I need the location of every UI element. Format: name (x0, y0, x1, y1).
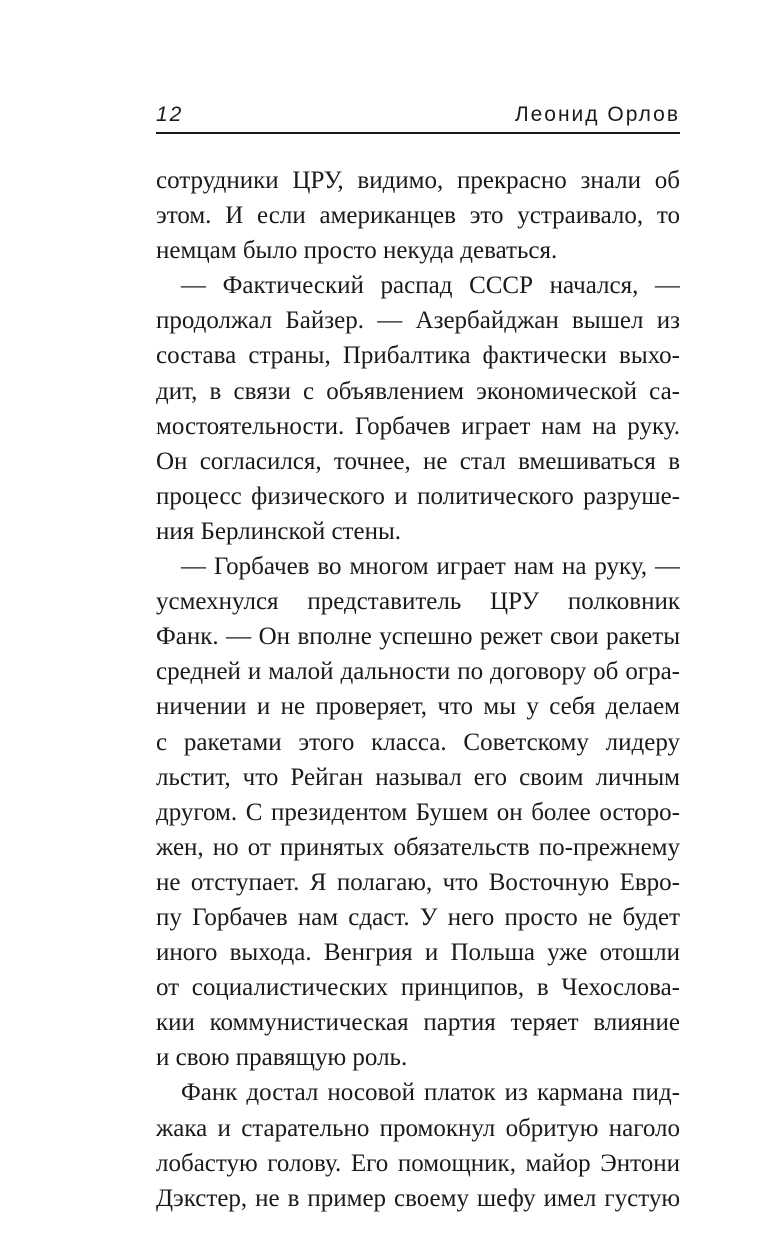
text-line: продолжал Байзер. — Азербайджан вышел из (156, 307, 680, 335)
text-line: — Фактический распад СССР начался, — (181, 272, 680, 300)
text-line: немцам было просто некуда деваться. (156, 237, 558, 265)
text-line: этом. И если американцев это устраивало, то (156, 202, 680, 230)
text-line: состава страны, Прибалтика фактически выхо- (156, 342, 680, 370)
text-line: Дэкстер, не в пример своему шефу имел густую (156, 1184, 680, 1212)
running-head-author: Леонид Орлов (514, 103, 680, 126)
text-line: другом. С президентом Бушем он более осторо- (156, 798, 680, 826)
text-line: дит, в связи с объявлением экономической са- (156, 377, 680, 405)
text-line: кии коммунистическая партия теряет влияние (156, 1009, 680, 1037)
text-line: Он согласился, точнее, не стал вмешиваться в (156, 447, 680, 475)
text-line: от социалистических принципов, в Чехослова- (156, 974, 680, 1002)
text-line: ния Берлинской стены. (156, 517, 402, 545)
text-line: процесс физического и политического разруше- (156, 482, 680, 510)
text-line: с ракетами этого класса. Советскому лидеру (156, 728, 680, 756)
text-line: иного выхода. Венгрия и Польша уже отошли (156, 939, 680, 967)
text-line: средней и малой дальности по договору об огра- (156, 658, 680, 686)
text-line: льстит, что Рейган называл его своим личным (156, 763, 680, 791)
header-rule (156, 132, 680, 134)
text-line: Фанк достал носовой платок из кармана пид- (181, 1079, 680, 1107)
text-line: усмехнулся представитель ЦРУ полковник (156, 588, 680, 616)
text-line: жен, но от принятых обязательств по-прежнему (156, 833, 680, 861)
text-line: — Горбачев во многом играет нам на руку, — (181, 553, 680, 581)
text-line: лобастую голову. Его помощник, майор Энтони (156, 1149, 680, 1177)
text-line: сотрудники ЦРУ, видимо, прекрасно знали об (156, 167, 680, 194)
text-line: не отступает. Я полагаю, что Восточную Евро- (156, 868, 680, 896)
body-text (156, 163, 680, 1216)
text-line: пу Горбачев нам сдаст. У него просто не будет (156, 903, 680, 931)
text-line: и свою правящую роль. (156, 1044, 408, 1072)
page-number: 12 (156, 103, 184, 126)
text-line: жака и старательно промокнул обритую наголо (156, 1114, 680, 1142)
text-line: мостоятельности. Горбачев играет нам на руку. (156, 412, 680, 440)
page-header (156, 103, 680, 129)
text-line: Фанк. — Он вполне успешно режет свои ракеты (156, 623, 680, 651)
text-line: ничении и не проверяет, что мы у себя делаем (156, 693, 680, 721)
